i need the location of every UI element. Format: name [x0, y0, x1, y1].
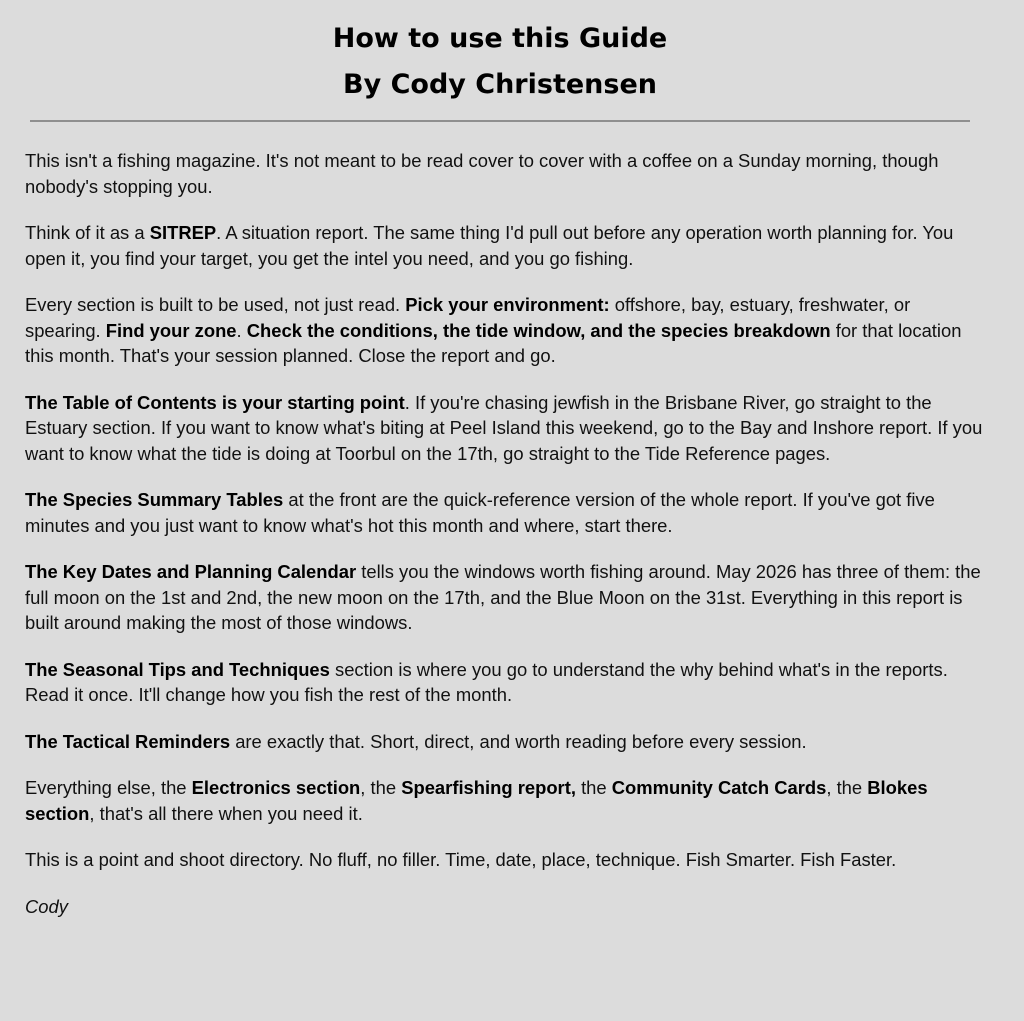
text-segment: offshore, bay, estuary, freshwater, or spearing.: [25, 294, 911, 341]
bold-text-segment: Electronics section: [191, 777, 361, 798]
text-segment: . A situation report. The same thing I'd pull out before any operation worth planning for. You open it, you find your target, you get the intel you need, and you go fishing.: [25, 222, 954, 269]
paragraph-tactical-reminders: [25, 729, 990, 755]
text-segment: the: [575, 777, 612, 798]
paragraph-closing: [25, 847, 990, 873]
bold-text-segment: Check the conditions, the tide window, and the species breakdown: [246, 319, 831, 341]
text-segment: Think of it as a: [25, 222, 150, 243]
paragraph-key-dates: [25, 559, 990, 636]
text-segment: Every section is built to be used, not just read.: [25, 294, 406, 315]
text-segment: section is where you go to understand the why behind what's in the reports. Read it once. It'll change how you fish the rest of the month.: [25, 658, 948, 705]
text-segment: , the: [360, 777, 402, 798]
bold-text-segment: SITREP: [149, 222, 217, 243]
page-header: [0, 16, 1000, 108]
paragraph-species-tables: [25, 487, 990, 538]
text-segment: , that's all there when you need it.: [89, 802, 363, 824]
bold-text-segment: The Table of Contents is your starting point: [25, 391, 405, 413]
title-divider: [30, 120, 970, 122]
paragraph-seasonal-tips: [25, 657, 990, 708]
page-title: How to use this Guide: [332, 23, 668, 54]
text-segment: This is a point and shoot directory. No fluff, no filler. Time, date, place, technique. Fish Smarter. Fish Faster.: [25, 849, 897, 870]
text-segment: .: [236, 319, 247, 341]
bold-text-segment: The Seasonal Tips and Techniques: [25, 658, 330, 680]
text-segment: are exactly that. Short, direct, and worth reading before every session.: [230, 730, 807, 752]
text-segment: for that location this month. That's your session planned. Close the report and go.: [25, 319, 962, 366]
paragraph-table-of-contents: [25, 390, 990, 467]
text-segment: at the front are the quick-reference version of the whole report. If you've got five minutes and you just want to know what's hot this month and where, start there.: [25, 489, 935, 536]
bold-text-segment: The Key Dates and Planning Calendar: [25, 561, 357, 582]
paragraph-everything-else: [25, 775, 990, 826]
text-segment: tells you the windows worth fishing around. May 2026 has three of them: the full moon on the 1st and 2nd, the new moon on the 17th, and the Blue Moon on the 31st. Everything in this report is built around making the most of those windows.: [25, 561, 981, 633]
text-segment: , the: [826, 777, 868, 798]
bold-text-segment: Pick your environment:: [405, 294, 610, 315]
text-segment: This isn't a fishing magazine. It's not meant to be read cover to cover with a coffee on a Sunday morning, though nobody's stopping you.: [25, 150, 939, 197]
text-segment: . If you're chasing jewfish in the Brisbane River, go straight to the Estuary section. If you want to know what's biting at Peel Island this weekend, go to the Bay and Inshore report. If you want to know what the tide is doing at Toorbul on the 17th, go straight to the Tide Reference pages.: [25, 391, 983, 464]
bold-text-segment: Blokes section: [25, 777, 928, 824]
text-segment: Everything else, the: [25, 777, 192, 798]
paragraph-sitrep: [25, 220, 990, 271]
bold-text-segment: Find your zone: [105, 319, 237, 341]
article-body: [25, 148, 990, 919]
bold-text-segment: The Tactical Reminders: [25, 730, 231, 752]
author-byline: By Cody Christensen: [343, 69, 657, 100]
bold-text-segment: Spearfishing report,: [401, 777, 576, 798]
bold-text-segment: The Species Summary Tables: [25, 489, 284, 510]
paragraph-intro: [25, 148, 990, 199]
signature: Cody: [25, 895, 68, 917]
bold-text-segment: Community Catch Cards: [611, 777, 827, 798]
paragraph-sections: [25, 292, 990, 369]
